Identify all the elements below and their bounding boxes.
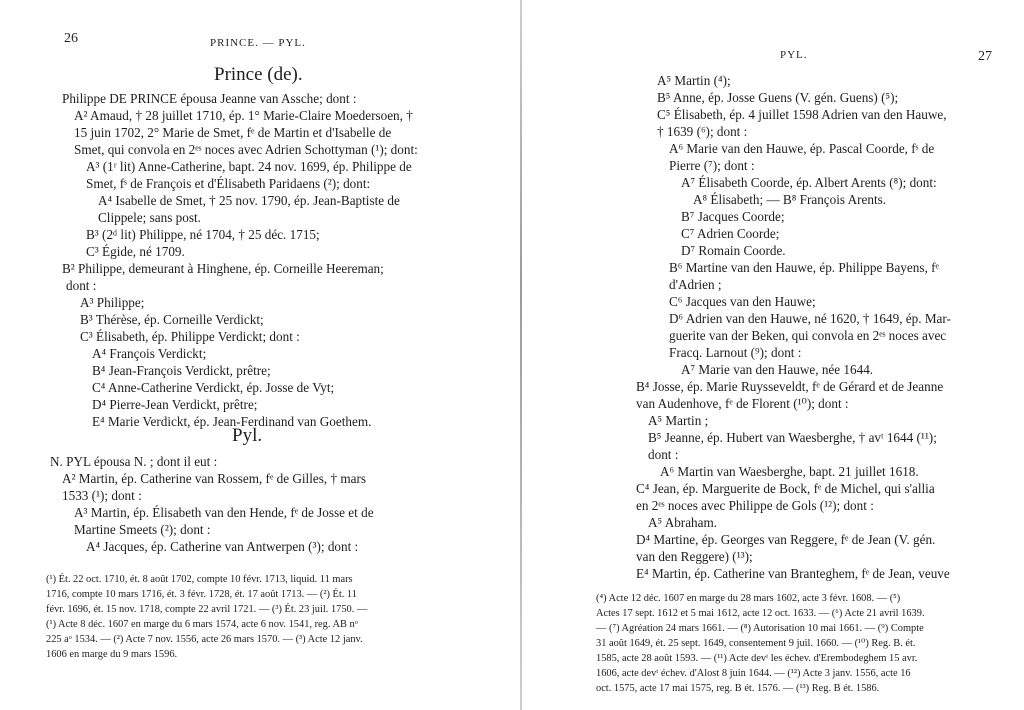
text-line: B² Philippe, demeurant à Hinghene, ép. Corneille Heereman; bbox=[62, 261, 384, 276]
text-line: Clippele; sans post. bbox=[98, 210, 201, 225]
text-line: B⁷ Jacques Coorde; bbox=[681, 209, 785, 224]
text-line: B⁶ Martine van den Hauwe, ép. Philippe Bayens, fᵉ bbox=[669, 260, 939, 275]
text-line: Martine Smeets (²); dont : bbox=[74, 522, 211, 537]
text-line: dont : bbox=[648, 447, 679, 462]
text-line: B⁴ Jean-François Verdickt, prêtre; bbox=[92, 363, 271, 378]
text-line: A⁷ Élisabeth Coorde, ép. Albert Arents (⁸); dont: bbox=[681, 175, 937, 190]
text-line: A⁷ Marie van den Hauwe, née 1644. bbox=[681, 362, 874, 377]
text-line: A⁵ Martin ; bbox=[648, 413, 709, 428]
text-line: B⁵ Jeanne, ép. Hubert van Waesberghe, † avᵗ 1644 (¹¹); bbox=[648, 430, 937, 445]
text-line: C⁴ Jean, ép. Marguerite de Bock, fᵉ de Michel, qui s'allia bbox=[636, 481, 935, 496]
text-line: van den Reggere) (¹³); bbox=[636, 549, 753, 564]
text-line: B³ (2ᵈ lit) Philippe, né 1704, † 25 déc. 1715; bbox=[86, 227, 320, 242]
text-line: C⁴ Anne-Catherine Verdickt, ép. Josse de Vyt; bbox=[92, 380, 335, 395]
text-line: A² Amaud, † 28 juillet 1710, ép. 1° Marie-Claire Moedersoen, † bbox=[74, 108, 413, 123]
text-line: A⁸ Élisabeth; — B⁸ François Arents. bbox=[693, 192, 887, 207]
text-line: E⁴ Martin, ép. Catherine van Branteghem, fᵉ de Jean, veuve bbox=[636, 566, 950, 581]
text-line: d'Adrien ; bbox=[669, 277, 722, 292]
footnote-line: — (⁷) Agréation 24 mars 1661. — (⁸) Autorisation 10 mai 1661. — (⁹) Compte bbox=[596, 623, 924, 634]
text-line: A⁴ Isabelle de Smet, † 25 nov. 1790, ép. Jean-Baptiste de bbox=[98, 193, 400, 208]
footnote-line: oct. 1575, acte 17 mai 1575, reg. B ét. 1576. — (¹³) Reg. B ét. 1586. bbox=[596, 683, 880, 694]
footnote-line: 1606 en marge du 9 mars 1596. bbox=[46, 649, 178, 660]
text-line: Fracq. Larnout (⁹); dont : bbox=[669, 345, 802, 360]
text-line: Smet, fˢ de François et d'Élisabeth Paridaens (²); dont: bbox=[86, 176, 371, 191]
footnote-line: févr. 1696, ét. 15 nov. 1718, compte 22 avril 1721. — (³) Ét. 23 juil. 1750. — bbox=[46, 604, 368, 615]
text-line: A² Martin, ép. Catherine van Rossem, fᵉ de Gilles, † mars bbox=[62, 471, 366, 486]
page-number-right: 27 bbox=[978, 49, 992, 64]
text-line: N. PYL épousa N. ; dont il eut : bbox=[50, 454, 218, 469]
text-line: C⁷ Adrien Coorde; bbox=[681, 226, 780, 241]
text-line: Philippe DE PRINCE épousa Jeanne van Assche; dont : bbox=[62, 91, 357, 106]
text-line: van Audenhove, fᵉ de Florent (¹⁰); dont : bbox=[636, 396, 849, 411]
text-line: E⁴ Marie Verdickt, ép. Jean-Ferdinand van Goethem. bbox=[92, 414, 372, 429]
text-line: A⁴ François Verdickt; bbox=[92, 346, 207, 361]
text-line: A³ (1ʳ lit) Anne-Catherine, bapt. 24 nov. 1699, ép. Philippe de bbox=[86, 159, 412, 174]
text-line: A⁵ Abraham. bbox=[648, 515, 718, 530]
text-line: A⁶ Martin van Waesberghe, bapt. 21 juillet 1618. bbox=[660, 464, 919, 479]
footnote-line: 225 aᵒ 1534. — (²) Acte 7 nov. 1556, acte 26 mars 1570. — (³) Acte 12 janv. bbox=[46, 634, 363, 645]
text-line: A⁴ Jacques, ép. Catherine van Antwerpen (³); dont : bbox=[86, 539, 359, 554]
text-line: Pierre (⁷); dont : bbox=[669, 158, 755, 173]
text-line: D⁷ Romain Coorde. bbox=[681, 243, 786, 258]
text-line: B³ Thérèse, ép. Corneille Verdickt; bbox=[80, 312, 264, 327]
page-number-left: 26 bbox=[64, 31, 78, 46]
text-line: Smet, qui convola en 2ᵉˢ noces avec Adrien Schottyman (¹); dont: bbox=[74, 142, 418, 157]
running-head-left: PRINCE. — PYL. bbox=[210, 37, 306, 49]
footnote-line: Actes 17 sept. 1612 et 5 mai 1612, acte 12 oct. 1633. — (⁶) Acte 21 avril 1639. bbox=[596, 608, 925, 619]
right-page bbox=[512, 0, 1024, 710]
footnote-line: 1716, compte 10 mars 1716, ét. 3 févr. 1728, ét. 17 août 1713. — (²) Ét. 11 bbox=[46, 589, 357, 600]
running-head-right: PYL. bbox=[780, 49, 808, 61]
footnote-line: (⁴) Acte 12 déc. 1607 en marge du 28 mars 1602, acte 3 févr. 1608. — (⁵) bbox=[596, 593, 901, 604]
footnote-line: 1585, acte 28 août 1593. — (¹¹) Acte devᵗ les échev. d'Erembodeghem 15 avr. bbox=[596, 653, 918, 664]
text-line: A³ Philippe; bbox=[80, 295, 145, 310]
text-line: A⁶ Marie van den Hauwe, ép. Pascal Coorde, fˢ de bbox=[669, 141, 935, 156]
text-line: D⁴ Pierre-Jean Verdickt, prêtre; bbox=[92, 397, 258, 412]
text-line: guerite van der Beken, qui convola en 2ᵉˢ noces avec bbox=[669, 328, 947, 343]
text-line: C³ Égide, né 1709. bbox=[86, 244, 185, 259]
section-title-pyl: Pyl. bbox=[232, 425, 263, 446]
text-line: B⁵ Anne, ép. Josse Guens (V. gén. Guens) (⁵); bbox=[657, 90, 899, 105]
text-line: 1533 (¹); dont : bbox=[62, 488, 142, 503]
text-line: C³ Élisabeth, ép. Philippe Verdickt; dont : bbox=[80, 329, 300, 344]
text-line: † 1639 (⁶); dont : bbox=[657, 124, 748, 139]
text-line: 15 juin 1702, 2° Marie de Smet, fᵉ de Martin et d'Isabelle de bbox=[74, 125, 392, 140]
footnote-line: (¹) Acte 8 déc. 1607 en marge du 6 mars 1574, acte 6 nov. 1541, reg. AB nᵒ bbox=[46, 619, 358, 630]
text-line: D⁶ Adrien van den Hauwe, né 1620, † 1649, ép. Mar- bbox=[669, 311, 951, 326]
footnote-line: 1606, acte devᵗ échev. d'Alost 8 juin 1644. — (¹²) Acte 3 janv. 1556, acte 16 bbox=[596, 668, 911, 679]
footnote-line: 31 août 1649, ét. 25 sept. 1649, consentement 9 juil. 1660. — (¹⁰) Reg. B. ét. bbox=[596, 638, 916, 649]
text-line: B⁴ Josse, ép. Marie Ruysseveldt, fᵉ de Gérard et de Jeanne bbox=[636, 379, 944, 394]
text-line: dont : bbox=[66, 278, 97, 293]
text-line: C⁵ Élisabeth, ép. 4 juillet 1598 Adrien van den Hauwe, bbox=[657, 107, 947, 122]
text-line: A³ Martin, ép. Élisabeth van den Hende, fᵉ de Josse et de bbox=[74, 505, 374, 520]
text-line: D⁴ Martine, ép. Georges van Reggere, fᵉ de Jean (V. gén. bbox=[636, 532, 936, 547]
section-title-prince: Prince (de). bbox=[214, 64, 303, 85]
text-line: en 2ᵉˢ noces avec Philippe de Gols (¹²); dont : bbox=[636, 498, 874, 513]
footnote-line: (¹) Ét. 22 oct. 1710, ét. 8 août 1702, compte 10 févr. 1713, liquid. 11 mars bbox=[46, 574, 353, 585]
text-line: C⁶ Jacques van den Hauwe; bbox=[669, 294, 816, 309]
text-line: A⁵ Martin (⁴); bbox=[657, 73, 731, 88]
